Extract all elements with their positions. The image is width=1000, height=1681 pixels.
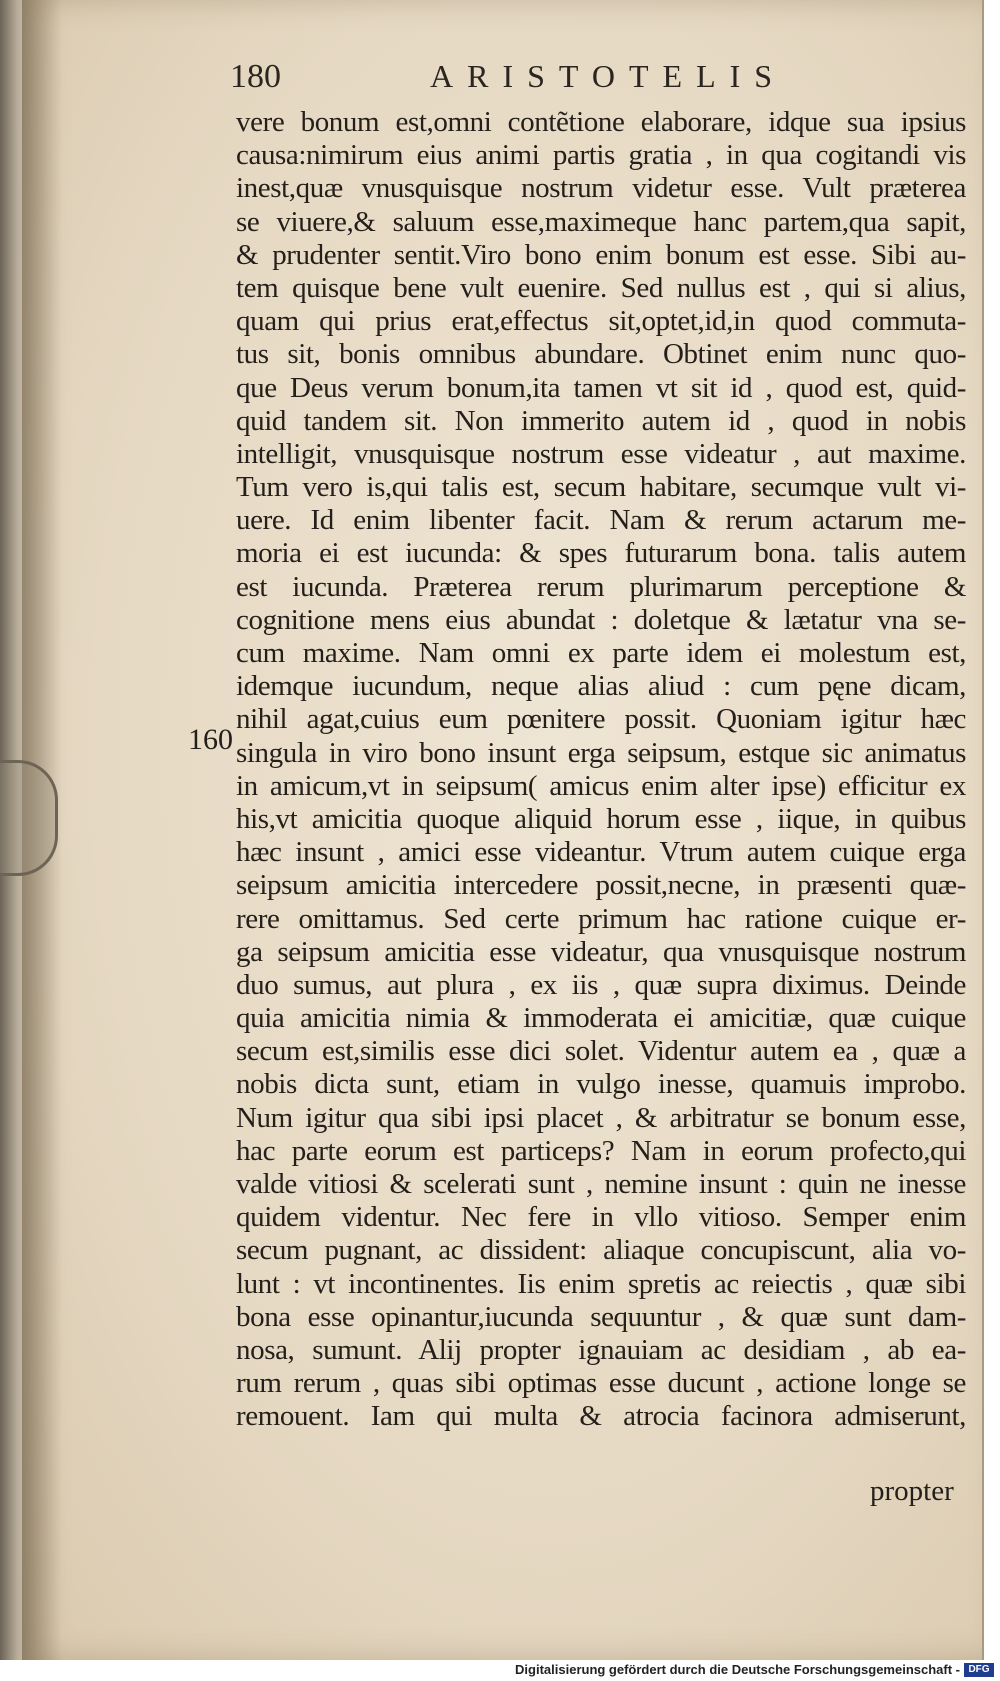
- text-line: ga seipsum amicitia esse videatur, qua vnusquisque nostrum: [236, 935, 966, 968]
- text-line: hæc insunt , amici esse videantur. Vtrum autem cuique erga: [236, 836, 966, 869]
- text-line: seipsum amicitia intercedere possit,necne, in præsenti quæ-: [236, 869, 966, 902]
- text-line: se viuere,& saluum esse,maximeque hanc partem,qua sapit,: [236, 205, 966, 238]
- text-line: rum rerum , quas sibi optimas esse ducunt , actione longe se: [236, 1367, 966, 1400]
- footer-credit: Digitalisierung gefördert durch die Deutsche Forschungsgemeinschaft -: [515, 1662, 960, 1677]
- text-line: Num igitur qua sibi ipsi placet , & arbitratur se bonum esse,: [236, 1101, 966, 1134]
- margin-line-number: 160: [188, 723, 233, 756]
- text-line: quam qui prius erat,effectus sit,optet,id,in quod commuta-: [236, 305, 966, 338]
- text-line: secum est,similis esse dici solet. Videntur autem ea , quæ a: [236, 1035, 966, 1068]
- text-line: idemque iucundum, neque alias aliud : cum pęne dicam,: [236, 670, 966, 703]
- text-line: tem quisque bene vult euenire. Sed nullus est , qui si alius,: [236, 271, 966, 304]
- text-line: singula in viro bono insunt erga seipsum, estque sic animatus: [236, 736, 966, 769]
- text-line: duo sumus, aut plura , ex iis , quæ supra diximus. Deinde: [236, 968, 966, 1001]
- text-line: que Deus verum bonum,ita tamen vt sit id , quod est, quid-: [236, 371, 966, 404]
- running-head: ARISTOTELIS: [430, 58, 787, 94]
- dfg-logo-icon: DFG: [964, 1663, 994, 1677]
- text-line: cum maxime. Nam omni ex parte idem ei molestum est,: [236, 637, 966, 669]
- text-line: est iucunda. Præterea rerum plurimarum perceptione &: [236, 570, 966, 603]
- text-line: quia amicitia nimia & immoderata ei amicitiæ, quæ cuique: [236, 1002, 966, 1035]
- text-line: in amicum,vt in seipsum( amicus enim alter ipse) efficitur ex: [236, 769, 966, 802]
- text-line: causa:nimirum eius animi partis gratia , in qua cogitandi vis: [236, 139, 966, 172]
- text-line: lunt : vt incontinentes. Iis enim spretis ac reiectis , quæ sibi: [236, 1267, 966, 1300]
- page-header: [230, 58, 970, 98]
- text-line: nobis dicta sunt, etiam in vulgo inesse, quamuis improbo.: [236, 1068, 966, 1101]
- digitization-footer: [0, 1660, 1000, 1681]
- text-line: valde vitiosi & scelerati sunt , nemine insunt : quin ne inesse: [236, 1168, 966, 1200]
- page-number: 180: [230, 58, 281, 95]
- text-line: Tum vero is,qui talis est, secum habitare, secumque vult vi-: [236, 471, 966, 504]
- text-line: remouent. Iam qui multa & atrocia facinora admiserunt,: [236, 1400, 966, 1433]
- text-line: nosa, sumunt. Alij propter ignauiam ac desidiam , ab ea-: [236, 1333, 966, 1366]
- text-line: & prudenter sentit.Viro bono enim bonum est esse. Sibi au-: [236, 238, 966, 271]
- text-line: inest,quæ vnusquisque nostrum videtur esse. Vult præterea: [236, 172, 966, 205]
- page-clip: [0, 760, 58, 876]
- text-line: quid tandem sit. Non immerito autem id , quod in nobis: [236, 404, 966, 437]
- text-line: vere bonum est,omni contẽtione elaborare, idque sua ipsius: [236, 106, 966, 138]
- body-text: [236, 106, 966, 1434]
- text-line: moria ei est iucunda: & spes futurarum bona. talis autem: [236, 537, 966, 570]
- text-line: uere. Id enim libenter facit. Nam & rerum actarum me-: [236, 504, 966, 537]
- text-line: intelligit, vnusquisque nostrum esse videatur , aut maxime.: [236, 437, 966, 470]
- text-line: quidem videntur. Nec fere in vllo vitioso. Semper enim: [236, 1201, 966, 1234]
- text-line: rere omittamus. Sed certe primum hac ratione cuique er-: [236, 902, 966, 935]
- text-line: cognitione mens eius abundat : doletque & lætatur vna se-: [236, 603, 966, 636]
- text-line: hac parte eorum est particeps? Nam in eorum profecto,qui: [236, 1134, 966, 1167]
- text-line: tus sit, bonis omnibus abundare. Obtinet enim nunc quo-: [236, 338, 966, 371]
- text-line: his,vt amicitia quoque aliquid horum esse , iique, in quibus: [236, 802, 966, 835]
- catchword: propter: [870, 1475, 954, 1507]
- text-line: nihil agat,cuius eum pœnitere possit. Quoniam igitur hæc: [236, 703, 966, 736]
- text-line: bona esse opinantur,iucunda sequuntur , & quæ sunt dam-: [236, 1300, 966, 1333]
- text-line: secum pugnant, ac dissident: aliaque concupiscunt, alia vo-: [236, 1234, 966, 1267]
